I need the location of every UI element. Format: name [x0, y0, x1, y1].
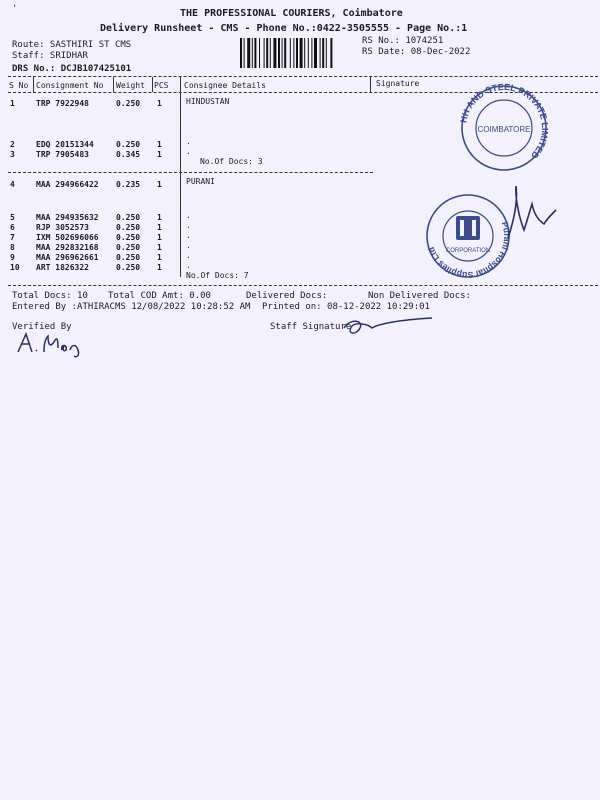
row-consignee: . [186, 211, 191, 220]
row-pcs: 1 [157, 140, 162, 149]
total-docs: Total Docs: 10 [12, 291, 88, 301]
rs-number: RS No.: 1074251 [362, 36, 444, 46]
row-pcs: 1 [157, 213, 162, 222]
row-pcs: 1 [157, 180, 162, 189]
row-sno: 4 [10, 180, 15, 189]
row-pcs: 1 [157, 243, 162, 252]
rs-date: RS Date: 08-Dec-2022 [362, 47, 471, 57]
row-sno: 2 [10, 140, 15, 149]
row-weight: 0.250 [116, 253, 141, 262]
row-sno: 3 [10, 150, 15, 159]
row-consignment: RJP 3052573 [36, 223, 89, 232]
row-consignee: . [186, 251, 191, 260]
row-consignee: . [186, 261, 191, 270]
col-header-signature: Signature [376, 79, 420, 88]
group-rule [8, 172, 373, 173]
page-title: Delivery Runsheet - CMS - Phone No.:0422-3505555 - Page No.:1 [100, 23, 468, 34]
row-consignment: MAA 292832168 [36, 243, 99, 252]
row-weight: 0.250 [116, 223, 141, 232]
col-sep [370, 77, 371, 92]
row-sno: 6 [10, 223, 15, 232]
row-sno: 5 [10, 213, 15, 222]
col-header-weight: Weight [116, 81, 145, 90]
row-consignee: HINDUSTAN [186, 97, 230, 106]
row-sno: 8 [10, 243, 15, 252]
group-doc-count: No.Of Docs: 7 [186, 271, 249, 280]
row-consignee: . [186, 147, 191, 156]
row-weight: 0.250 [116, 263, 141, 272]
row-consignment: MAA 296962661 [36, 253, 99, 262]
row-consignment: TRP 7905483 [36, 150, 89, 159]
group-doc-count: No.Of Docs: 3 [200, 157, 263, 166]
row-weight: 0.345 [116, 150, 141, 159]
staff-signature-label: Staff Signature [270, 322, 352, 332]
row-pcs: 1 [157, 150, 162, 159]
row-sno: 10 [10, 263, 20, 272]
row-weight: 0.250 [116, 140, 141, 149]
row-pcs: 1 [157, 233, 162, 242]
staff-label: Staff: SRIDHAR [12, 51, 88, 61]
drs-number: DRS No.: DCJB107425101 [12, 64, 132, 74]
row-pcs: 1 [157, 253, 162, 262]
printed-on: Printed on: 08-12-2022 10:29:01 [262, 302, 430, 312]
table-bottom-rule [8, 285, 598, 286]
row-weight: 0.250 [116, 233, 141, 242]
col-header-pcs: PCS [154, 81, 169, 90]
svg-text:CORPORATION: CORPORATION [445, 248, 491, 254]
corner-mark: ' [12, 4, 18, 14]
col-sep [113, 77, 114, 92]
row-consignee: . [186, 137, 191, 146]
table-top-rule [8, 76, 598, 77]
staff-signature-scribble [338, 314, 438, 338]
row-sno: 9 [10, 253, 15, 262]
col-header-sno: S No [9, 81, 29, 90]
row-weight: 0.250 [116, 243, 141, 252]
row-pcs: 1 [157, 263, 162, 272]
svg-text:COIMBATORE: COIMBATORE [477, 125, 531, 134]
company-seal-stamp [452, 82, 557, 172]
details-col-sep [180, 77, 181, 277]
row-consignment: TRP 7922948 [36, 99, 89, 108]
row-consignment: EDQ 20151344 [36, 140, 94, 149]
verified-by-label: Verified By [12, 322, 72, 332]
route-label: Route: SASTHIRI ST CMS [12, 40, 132, 50]
row-consignee: . [186, 241, 191, 250]
row-consignee: . [186, 231, 191, 240]
row-sno: 1 [10, 99, 15, 108]
row-consignee: PURANI [186, 177, 215, 186]
row-weight: 0.235 [116, 180, 141, 189]
verified-signature [14, 330, 94, 360]
col-sep [33, 77, 34, 92]
non-delivered-docs: Non Delivered Docs: [368, 291, 471, 301]
row-consignment: IXM 502696066 [36, 233, 99, 242]
col-header-consignee: Consignee Details [184, 81, 266, 90]
row-consignment: MAA 294935632 [36, 213, 99, 222]
row-pcs: 1 [157, 99, 162, 108]
svg-text:Purani Hospital Supplies Ltd: Purani Hospital Supplies Ltd [425, 220, 513, 280]
svg-text:HH AND STEEL PRIVATE LIMITED: HH AND STEEL PRIVATE LIMITED [458, 82, 551, 161]
company-name: THE PROFESSIONAL COURIERS, Coimbatore [180, 8, 403, 19]
total-cod-amount: Total COD Amt: 0.00 [108, 291, 211, 301]
col-sep [152, 77, 153, 92]
row-weight: 0.250 [116, 99, 141, 108]
col-header-consignment: Consignment No [36, 81, 104, 90]
row-weight: 0.250 [116, 213, 141, 222]
row-pcs: 1 [157, 223, 162, 232]
delivered-docs: Delivered Docs: [246, 291, 328, 301]
barcode-icon [240, 38, 355, 68]
entered-by: Entered By :ATHIRACMS 12/08/2022 10:28:52 AM [12, 302, 251, 312]
row-consignee: . [186, 221, 191, 230]
handwritten-signature-right [500, 180, 560, 250]
row-consignment: MAA 294966422 [36, 180, 99, 189]
row-sno: 7 [10, 233, 15, 242]
row-consignment: ART 1826322 [36, 263, 89, 272]
